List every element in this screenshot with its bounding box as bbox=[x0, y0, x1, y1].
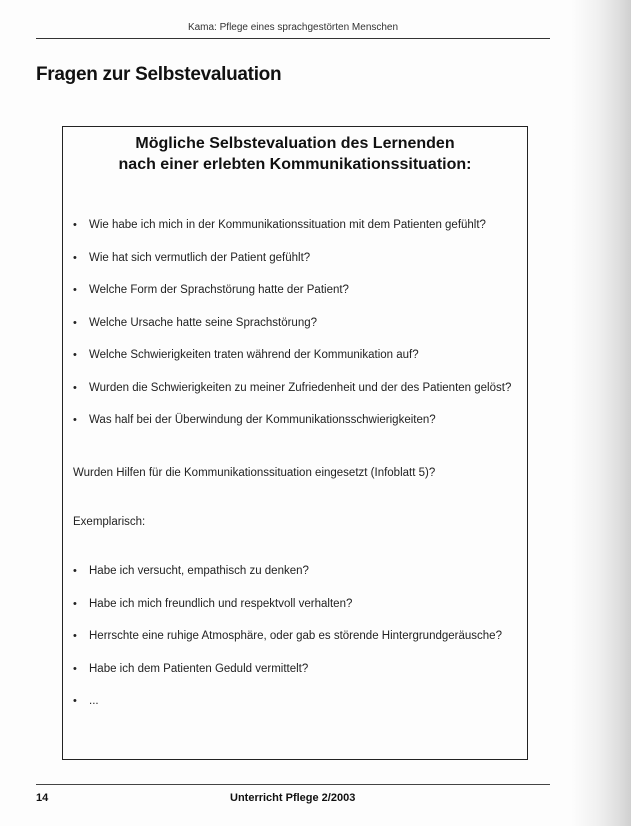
bullet-icon: • bbox=[73, 597, 77, 610]
question-text: Welche Schwierigkeiten traten während der Kommunikation auf? bbox=[89, 349, 419, 361]
bullet-icon: • bbox=[73, 251, 77, 264]
list-item bbox=[73, 628, 502, 661]
list-item bbox=[73, 596, 502, 629]
bullet-icon: • bbox=[73, 662, 77, 675]
bullet-icon: • bbox=[73, 695, 77, 707]
bullet-icon: • bbox=[73, 316, 77, 329]
question-list bbox=[73, 217, 511, 445]
list-item bbox=[73, 563, 502, 596]
example-list bbox=[73, 563, 502, 726]
question-text: Was half bei der Überwindung der Kommunikationsschwierigkeiten? bbox=[89, 414, 436, 426]
page-number: 14 bbox=[36, 792, 49, 804]
evaluation-box bbox=[62, 126, 528, 760]
question-text: Wie habe ich mich in der Kommunikationssituation mit dem Patienten gefühlt? bbox=[89, 219, 486, 231]
bullet-icon: • bbox=[73, 414, 77, 426]
exemplary-label: Exemplarisch: bbox=[73, 516, 146, 528]
list-item bbox=[73, 693, 502, 726]
aids-question: Wurden Hilfen für die Kommunikationssituation eingesetzt (Infoblatt 5)? bbox=[73, 467, 436, 479]
list-item bbox=[73, 217, 511, 250]
question-text: Welche Ursache hatte seine Sprachstörung? bbox=[89, 316, 318, 329]
question-text: Welche Form der Sprachstörung hatte der Patient? bbox=[89, 284, 349, 296]
bullet-icon: • bbox=[73, 381, 77, 394]
list-item bbox=[73, 315, 511, 348]
question-text: Wurden die Schwierigkeiten zu meiner Zufriedenheit und der des Patienten gelöst? bbox=[89, 381, 512, 394]
list-item bbox=[73, 412, 511, 445]
box-heading-line-2: nach einer erlebten Kommunikationssituation: bbox=[118, 156, 472, 173]
bullet-icon: • bbox=[73, 219, 77, 231]
example-text: Habe ich dem Patienten Geduld vermittelt? bbox=[89, 662, 309, 675]
example-text: Habe ich mich freundlich und respektvoll verhalten? bbox=[89, 597, 353, 610]
question-text: Wie hat sich vermutlich der Patient gefühlt? bbox=[89, 251, 311, 264]
journal-citation: Unterricht Pflege 2/2003 bbox=[230, 792, 356, 804]
example-text: ... bbox=[89, 695, 99, 707]
example-text: Habe ich versucht, empathisch zu denken? bbox=[89, 565, 309, 577]
footer-rule bbox=[36, 784, 550, 785]
running-header: Kama: Pflege eines sprachgestörten Menschen bbox=[36, 18, 550, 39]
example-text: Herrschte eine ruhige Atmosphäre, oder gab es störende Hintergrundgeräusche? bbox=[89, 630, 502, 642]
box-heading bbox=[63, 133, 527, 175]
bullet-icon: • bbox=[73, 630, 77, 642]
box-heading-line-1: Mögliche Selbstevaluation des Lernenden bbox=[135, 135, 455, 152]
list-item bbox=[73, 250, 511, 283]
bullet-icon: • bbox=[73, 284, 77, 296]
binding-shadow bbox=[571, 0, 631, 826]
section-title: Fragen zur Selbstevaluation bbox=[36, 64, 282, 85]
list-item bbox=[73, 282, 511, 315]
bullet-icon: • bbox=[73, 565, 77, 577]
bullet-icon: • bbox=[73, 349, 77, 361]
list-item bbox=[73, 347, 511, 380]
list-item bbox=[73, 661, 502, 694]
list-item bbox=[73, 380, 511, 413]
